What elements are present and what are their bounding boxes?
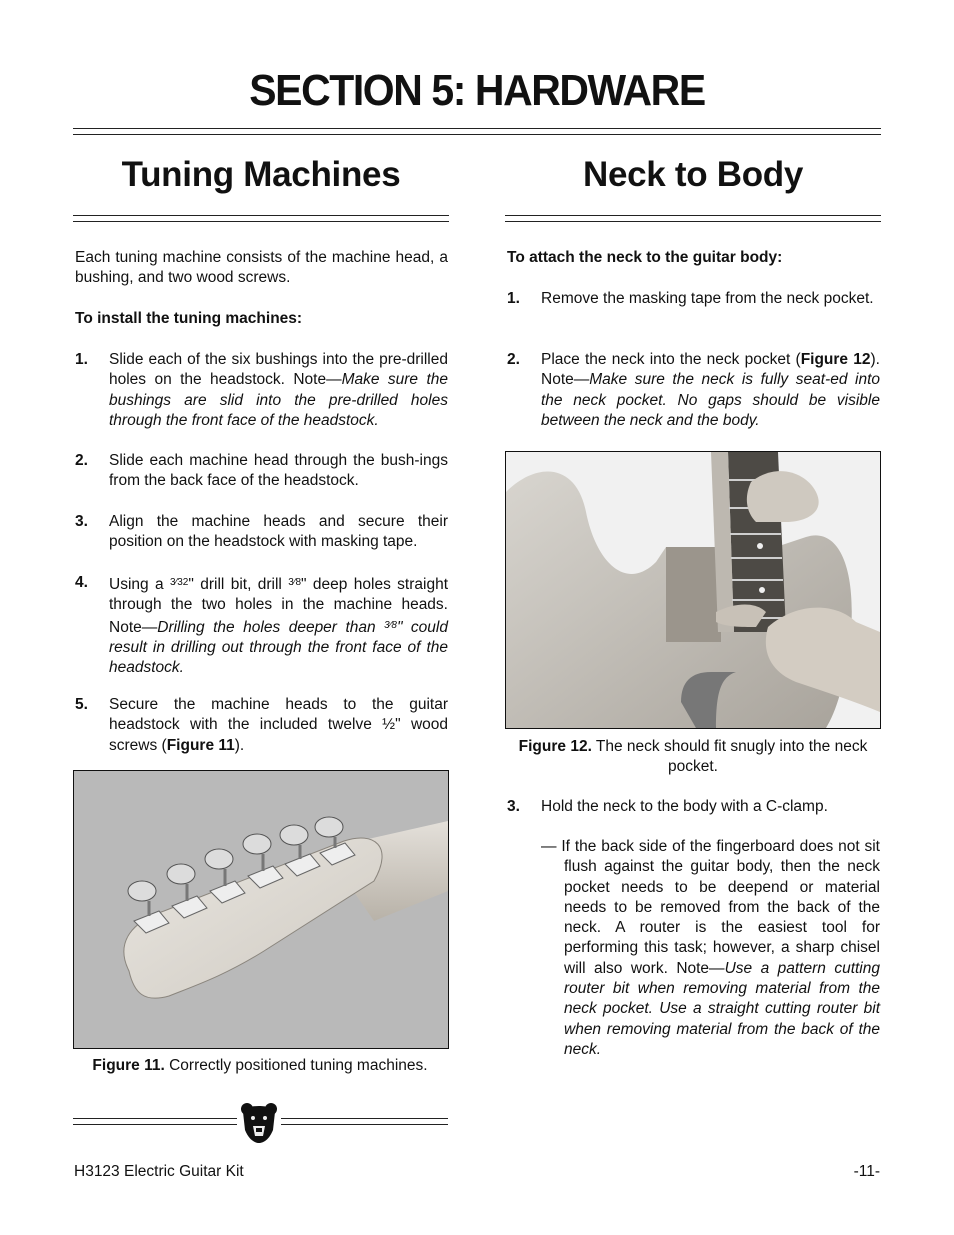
step-text: Secure the machine heads to the guitar headstock with the included twelve ½" wood screws (Figure 11). — [109, 696, 448, 754]
footer-manual-title: H3123 Electric Guitar Kit — [74, 1163, 244, 1180]
left-heading-rule-top — [73, 215, 449, 216]
right-step-3 — [507, 797, 880, 819]
footer-rule-left-bottom — [73, 1124, 237, 1125]
figure-11-caption: Figure 11. Correctly positioned tuning machines. — [92, 1057, 428, 1074]
step-text: Using a $^{3⁄32}$" drill bit, drill $^{3⁄8}$" deep holes straight through the two holes in the machine heads. Note—Drilling the holes deeper than $^{3⁄8}$" could result in drilling out through the front face of the headstock. — [109, 576, 449, 677]
left-step-1 — [75, 350, 448, 432]
footer-rule-right-top — [281, 1118, 448, 1119]
right-step-1 — [507, 289, 880, 331]
neck-to-body-heading: Neck to Body — [582, 155, 804, 194]
step-number: 1. — [75, 351, 88, 368]
step-number: 4. — [75, 574, 88, 591]
step-text: Remove the masking tape from the neck pocket. — [541, 290, 874, 307]
section-title: SECTION 5: HARDWARE — [249, 66, 705, 115]
step-number: 3. — [507, 798, 520, 815]
headstock-illustration — [74, 771, 448, 1048]
title-rule-bottom — [73, 134, 881, 135]
step-text: Slide each of the six bushings into the pre-drilled holes on the headstock. Note—Make sure the bushings are slid into the pre-drilled holes through the front face of the headstock. — [109, 351, 448, 429]
bear-logo-icon — [239, 1102, 279, 1144]
right-step-2 — [507, 350, 880, 432]
left-step-4 — [75, 573, 448, 675]
step-number: 2. — [507, 351, 520, 368]
left-subheading: To install the tuning machines: — [75, 310, 303, 327]
neck-to-body-illustration — [506, 452, 880, 728]
left-heading-rule-bottom — [73, 221, 449, 222]
tuning-machines-heading: Tuning Machines — [121, 155, 401, 194]
step-number: 2. — [75, 452, 88, 469]
step-number: 3. — [75, 513, 88, 530]
footer-rule-right-bottom — [281, 1124, 448, 1125]
figure-12-image — [505, 451, 881, 729]
title-rule-top — [73, 128, 881, 129]
footer-rule-left-top — [73, 1118, 237, 1119]
left-intro: Each tuning machine consists of the machine head, a bushing, and two wood screws. — [75, 249, 448, 287]
right-heading-rule-bottom — [505, 221, 881, 222]
figure-12-caption: Figure 12. The neck should fit snugly into the neck pocket. — [518, 738, 868, 776]
left-step-3 — [75, 512, 448, 554]
footer-page-number: -11- — [853, 1163, 880, 1180]
step-text: Align the machine heads and secure their position on the headstock with masking tape. — [109, 513, 448, 551]
left-step-5 — [75, 695, 448, 757]
step-number: 5. — [75, 696, 88, 713]
right-note: — If the back side of the fingerboard does not sit flush against the guitar body, then the neck pocket needs to be deepend or material needs to be removed from the back of the neck. A router is the easiest tool for performing this task; however, a sharp chisel will also work. Note—Use a pattern cutting router bit when removing material from the neck pocket. Use a straight cutting router bit when removing material from the back of the neck. — [541, 838, 880, 1058]
right-heading-rule-top — [505, 215, 881, 216]
step-text: Hold the neck to the body with a C-clamp. — [541, 798, 828, 815]
left-step-2 — [75, 451, 448, 493]
right-subheading: To attach the neck to the guitar body: — [507, 249, 783, 266]
figure-11-image — [73, 770, 449, 1049]
step-number: 1. — [507, 290, 520, 307]
step-text: Place the neck into the neck pocket (Figure 12). Note—Make sure the neck is fully seat-ed into the neck pocket. No gaps should be visible between the neck and the body. — [541, 351, 880, 429]
step-text: Slide each machine head through the bush-ings from the back face of the headstock. — [109, 452, 448, 490]
